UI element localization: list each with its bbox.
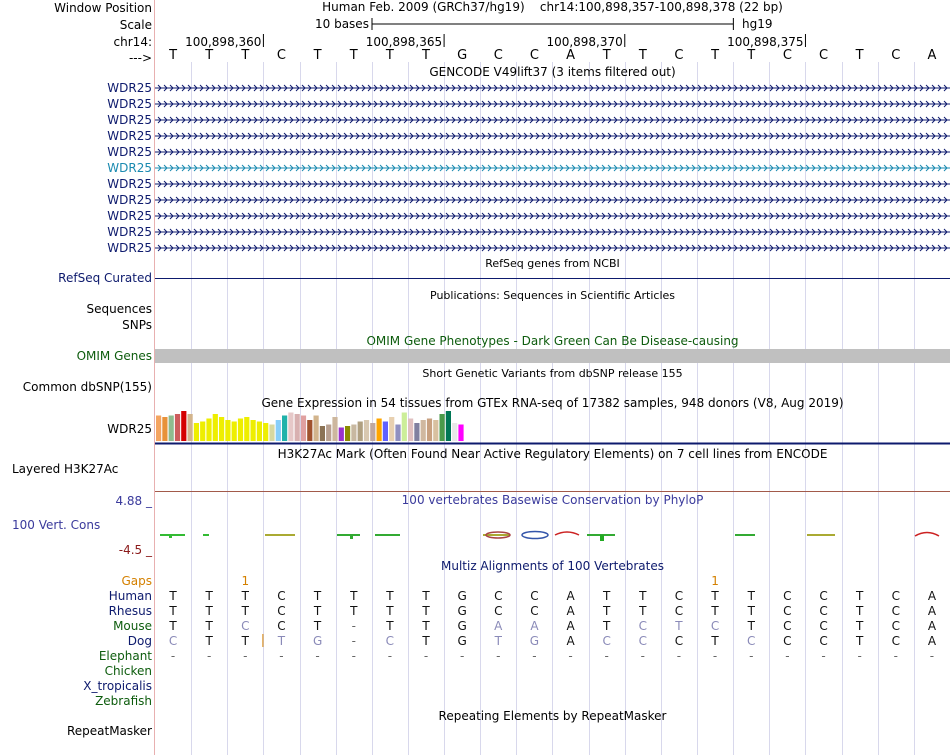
aligned-base: T [350, 589, 358, 603]
aligned-base: T [422, 604, 430, 618]
aligned-base: T [603, 604, 611, 618]
gencode-label[interactable]: WDR25 [107, 145, 152, 159]
base-letter: T [385, 48, 394, 63]
species-label[interactable]: Dog [127, 634, 152, 648]
aligned-base: C [819, 604, 828, 618]
aligned-base: T [313, 619, 322, 633]
position-header [155, 1, 950, 14]
aligned-base: T [603, 589, 611, 603]
aligned-base: - [243, 649, 248, 663]
base-letter: T [349, 48, 358, 63]
phylop-score-mark [350, 535, 353, 539]
phylop-max-label: 4.88 _ [115, 494, 152, 508]
gtex-tissue-bar [433, 420, 438, 441]
ruler-tick-label: 100,898,370 [546, 35, 623, 49]
aligned-base: T [639, 604, 647, 618]
aligned-base: C [819, 634, 828, 648]
aligned-base: - [929, 649, 935, 663]
h3k27ac-title: H3K27Ac Mark (Often Found Near Active Regulatory Elements) on 7 cell lines from ENCODE [277, 447, 828, 461]
species-label[interactable]: Mouse [113, 619, 152, 633]
track-label-column [0, 0, 154, 755]
strand-arrow-label: ---> [128, 51, 152, 65]
position-readout: chr14:100,898,357-100,898,378 (22 bp) [539, 0, 783, 14]
aligned-base: T [639, 589, 647, 603]
gtex-tissue-bar [345, 426, 350, 441]
aligned-base: - [712, 649, 718, 663]
aligned-base: C [819, 589, 828, 603]
aligned-base: T [241, 589, 249, 603]
gencode-label[interactable]: WDR25 [107, 209, 152, 223]
aligned-base: C [783, 619, 792, 633]
gtex-tissue-bar [395, 425, 400, 442]
gtex-tissue-bar [213, 414, 218, 441]
aligned-base: T [855, 604, 864, 618]
phylop-label[interactable]: 100 Vert. Cons [12, 518, 101, 532]
aligned-base: T [711, 604, 719, 618]
aligned-base: T [422, 619, 430, 633]
aligned-base: C [891, 634, 900, 648]
gtex-tissue-bar [427, 419, 432, 442]
gtex-label[interactable]: WDR25 [107, 422, 152, 436]
aligned-base: C [674, 634, 684, 648]
aligned-base: C [710, 619, 720, 633]
gtex-title: Gene Expression in 54 tissues from GTEx RNA-seq of 17382 samples, 948 donors (V8, Aug 2019) [261, 396, 844, 410]
dbsnp-label[interactable]: Common dbSNP(155) [22, 380, 152, 394]
aligned-base: G [457, 604, 467, 618]
publications-title: Publications: Sequences in Scientific Articles [430, 289, 675, 302]
species-label[interactable]: X_tropicalis [83, 679, 152, 693]
aligned-base: T [747, 589, 755, 603]
aligned-base: C [638, 634, 648, 648]
aligned-base: - [676, 649, 682, 663]
gencode-title: GENCODE V49lift37 (3 items filtered out) [429, 65, 676, 79]
aligned-base: - [604, 649, 609, 663]
gtex-tissue-bar [364, 420, 369, 441]
aligned-base: C [783, 604, 792, 618]
gtex-tissue-bar [314, 416, 319, 442]
aligned-base: - [351, 634, 356, 648]
gtex-tissue-bar [219, 417, 224, 441]
gtex-tissue-bar [339, 428, 344, 442]
gtex-tissue-bar [156, 416, 161, 442]
aligned-base: - [857, 649, 862, 663]
gtex-tissue-bar [414, 423, 419, 441]
base-letter: T [241, 48, 250, 63]
multiz-title: Multiz Alignments of 100 Vertebrates [440, 559, 665, 573]
aligned-base: A [494, 619, 503, 633]
aligned-base: T [747, 619, 755, 633]
base-letter: T [169, 48, 178, 63]
gtex-tissue-bar [326, 425, 331, 442]
aligned-base: A [927, 604, 937, 618]
scale-bar-text: 10 bases [315, 17, 369, 31]
aligned-base: - [351, 649, 356, 663]
gtex-tissue-bar [244, 417, 249, 441]
aligned-base: C [277, 604, 286, 618]
ruler-tick-label: 100,898,365 [365, 35, 443, 49]
aligned-base: T [675, 619, 683, 633]
gtex-tissue-bar [269, 425, 274, 442]
base-letter: T [747, 48, 756, 63]
aligned-base: C [819, 619, 828, 633]
aligned-base: T [855, 619, 864, 633]
base-letter: T [205, 48, 214, 63]
aligned-base: - [532, 649, 537, 663]
scale-label: Scale [119, 18, 152, 32]
aligned-base: C [602, 634, 611, 648]
aligned-base: T [711, 589, 719, 603]
scale-db-text: hg19 [742, 17, 773, 31]
gtex-tissue-bar [421, 420, 426, 441]
base-letter: T [602, 48, 611, 63]
base-letter: T [638, 48, 647, 63]
gtex-tissue-bar [276, 420, 281, 441]
gtex-tissue-bar [307, 420, 312, 441]
base-letter: C [782, 48, 792, 63]
aligned-base: - [496, 649, 501, 663]
gtex-tissue-bar [225, 420, 230, 441]
phylop-score-mark [555, 532, 579, 535]
aligned-base: T [313, 604, 322, 618]
aligned-base: A [927, 619, 937, 633]
gencode-label[interactable]: WDR25 [107, 225, 152, 239]
aligned-base: T [494, 634, 502, 648]
aligned-base: - [821, 649, 826, 663]
aligned-base: - [785, 649, 790, 663]
base-letter: C [674, 48, 684, 63]
gtex-tissue-bar [238, 419, 243, 442]
base-letter: A [927, 48, 937, 63]
aligned-base: C [747, 634, 756, 648]
gtex-tissue-bar [288, 413, 293, 442]
omim-title: OMIM Gene Phenotypes - Dark Green Can Be Disease-causing [366, 334, 739, 348]
aligned-base: T [205, 634, 213, 648]
aligned-base: - [640, 649, 645, 663]
aligned-base: - [423, 649, 429, 663]
gencode-label[interactable]: WDR25 [107, 161, 152, 175]
repeatmasker-title: Repeating Elements by RepeatMasker [438, 709, 667, 723]
aligned-base: G [457, 589, 467, 603]
aligned-base: T [169, 589, 177, 603]
aligned-base: T [277, 634, 286, 648]
base-letter: T [711, 48, 720, 63]
aligned-base: T [386, 589, 394, 603]
aligned-base: C [638, 619, 648, 633]
aligned-base: T [855, 589, 864, 603]
aligned-base: C [530, 589, 539, 603]
aligned-base: C [494, 589, 503, 603]
h3k27ac-label[interactable]: Layered H3K27Ac [12, 462, 119, 476]
gtex-tissue-bar [377, 419, 382, 442]
gtex-tissue-bar [188, 414, 193, 441]
phylop-score-mark [169, 535, 172, 538]
aligned-base: A [566, 634, 575, 648]
gencode-label[interactable]: WDR25 [107, 97, 152, 111]
omim-bar [155, 349, 950, 363]
sequences-label[interactable]: Sequences [86, 302, 152, 316]
base-letter: T [313, 48, 322, 63]
aligned-base: C [891, 589, 900, 603]
gtex-tissue-bar [232, 422, 237, 442]
aligned-base: A [927, 634, 937, 648]
aligned-base: - [749, 649, 754, 663]
aligned-base: C [241, 619, 250, 633]
gtex-tissue-bar [257, 422, 262, 442]
aligned-base: T [313, 589, 322, 603]
gap-count-mark: 1 [241, 574, 250, 588]
aligned-base: T [205, 604, 213, 618]
gap-count-mark: 1 [711, 574, 719, 588]
base-letter: C [493, 48, 503, 63]
aligned-base: C [494, 604, 503, 618]
aligned-base: - [279, 649, 284, 663]
base-letter: A [566, 48, 576, 63]
aligned-base: - [315, 649, 320, 663]
base-letter: C [818, 48, 829, 63]
aligned-base: T [386, 619, 394, 633]
species-label[interactable]: Rhesus [108, 604, 152, 618]
gencode-label[interactable]: WDR25 [107, 129, 152, 143]
aligned-base: T [603, 619, 611, 633]
gtex-tissue-bar [320, 426, 325, 441]
gtex-tissue-bar [452, 423, 457, 441]
gtex-tissue-bar [251, 420, 256, 441]
assembly-title: Human Feb. 2009 (GRCh37/hg19) [322, 0, 525, 14]
gaps-label: Gaps [121, 574, 152, 588]
gtex-tissue-bar [383, 422, 388, 442]
aligned-base: A [566, 619, 575, 633]
species-label[interactable]: Chicken [104, 664, 152, 678]
ruler-tick-label: 100,898,360 [185, 35, 262, 49]
base-letter: C [529, 48, 539, 63]
aligned-base: T [169, 604, 177, 618]
aligned-base: A [566, 604, 575, 618]
aligned-base: G [529, 634, 540, 648]
base-letter: T [422, 48, 430, 63]
aligned-base: C [783, 634, 792, 648]
base-letter: T [855, 48, 864, 63]
aligned-base: T [241, 634, 249, 648]
gencode-label[interactable]: WDR25 [107, 113, 152, 127]
aligned-base: - [170, 649, 176, 663]
aligned-base: T [241, 604, 249, 618]
omim-label[interactable]: OMIM Genes [76, 349, 152, 363]
aligned-base: T [747, 604, 755, 618]
gtex-tissue-bar [358, 422, 363, 442]
gtex-tissue-bar [282, 416, 287, 442]
aligned-base: C [168, 634, 178, 648]
aligned-base: C [783, 589, 792, 603]
aligned-base: C [277, 589, 286, 603]
aligned-base: C [385, 634, 395, 648]
window-position-label: Window Position [54, 1, 152, 15]
base-letter: C [891, 48, 901, 63]
aligned-base: C [674, 589, 684, 603]
phylop-title: 100 vertebrates Basewise Conservation by PhyloP [401, 493, 704, 507]
gtex-tissue-bar [263, 423, 268, 441]
gtex-tissue-bar [370, 423, 375, 441]
aligned-base: C [674, 604, 684, 618]
gtex-tissue-bar [181, 411, 186, 441]
snps-label[interactable]: SNPs [122, 318, 152, 332]
aligned-base: - [568, 649, 573, 663]
gtex-tissue-bar [351, 425, 356, 442]
aligned-base: - [351, 619, 356, 633]
gtex-tissue-bar [440, 414, 445, 441]
aligned-base: - [893, 649, 898, 663]
species-label[interactable]: Human [108, 589, 152, 603]
aligned-base: T [711, 634, 719, 648]
gtex-tissue-bar [402, 413, 407, 442]
gtex-tissue-bar [169, 416, 174, 442]
species-label[interactable]: Elephant [98, 649, 152, 663]
gtex-tissue-bar [162, 417, 167, 441]
aligned-base: T [422, 634, 430, 648]
aligned-base: G [312, 634, 323, 648]
aligned-base: T [855, 634, 864, 648]
phylop-min-label: -4.5 _ [118, 543, 152, 557]
aligned-base: T [205, 589, 213, 603]
aligned-base: C [530, 604, 539, 618]
track-area[interactable] [155, 0, 950, 755]
aligned-base: G [457, 619, 467, 633]
repeatmasker-label[interactable]: RepeatMasker [66, 724, 152, 738]
gtex-tissue-bar [389, 417, 394, 441]
gtex-tissue-bar [408, 419, 413, 442]
gtex-tissue-bar [332, 417, 337, 441]
phylop-score-mark [600, 535, 604, 541]
base-letter: C [276, 48, 286, 63]
gtex-tissue-bar [301, 416, 306, 442]
aligned-base: C [891, 604, 900, 618]
aligned-base: C [277, 619, 286, 633]
phylop-score-mark [522, 532, 548, 539]
gtex-tissue-bar [200, 422, 205, 442]
ruler-tick-label: 100,898,375 [727, 35, 804, 49]
aligned-base: G [457, 634, 467, 648]
gtex-tissue-bar [446, 411, 451, 441]
gtex-tissue-bar [194, 423, 199, 441]
aligned-base: T [169, 619, 177, 633]
aligned-base: - [459, 649, 465, 663]
base-letter: G [457, 48, 468, 63]
aligned-base: T [422, 589, 430, 603]
aligned-base: T [350, 604, 358, 618]
aligned-base: - [207, 649, 212, 663]
gtex-tissue-bar [458, 425, 463, 442]
phylop-score-mark [915, 533, 939, 537]
gtex-tissue-bar [295, 414, 300, 441]
chrom-label: chr14: [113, 35, 152, 49]
aligned-base: T [386, 604, 394, 618]
gtex-tissue-bar [175, 414, 180, 441]
gencode-label[interactable]: WDR25 [107, 241, 152, 255]
aligned-base: A [566, 589, 575, 603]
aligned-base: A [530, 619, 539, 633]
aligned-base: A [927, 589, 937, 603]
gencode-label[interactable]: WDR25 [107, 177, 152, 191]
gencode-label[interactable]: WDR25 [107, 193, 152, 207]
aligned-base: C [891, 619, 900, 633]
gencode-label[interactable]: WDR25 [107, 81, 152, 95]
refseq-label[interactable]: RefSeq Curated [58, 271, 152, 285]
refseq-title: RefSeq genes from NCBI [485, 257, 620, 270]
gtex-tissue-bar [206, 419, 211, 442]
species-label[interactable]: Zebrafish [95, 694, 152, 708]
aligned-base: - [387, 649, 393, 663]
aligned-base: T [205, 619, 213, 633]
dbsnp-title: Short Genetic Variants from dbSNP release 155 [422, 367, 683, 380]
